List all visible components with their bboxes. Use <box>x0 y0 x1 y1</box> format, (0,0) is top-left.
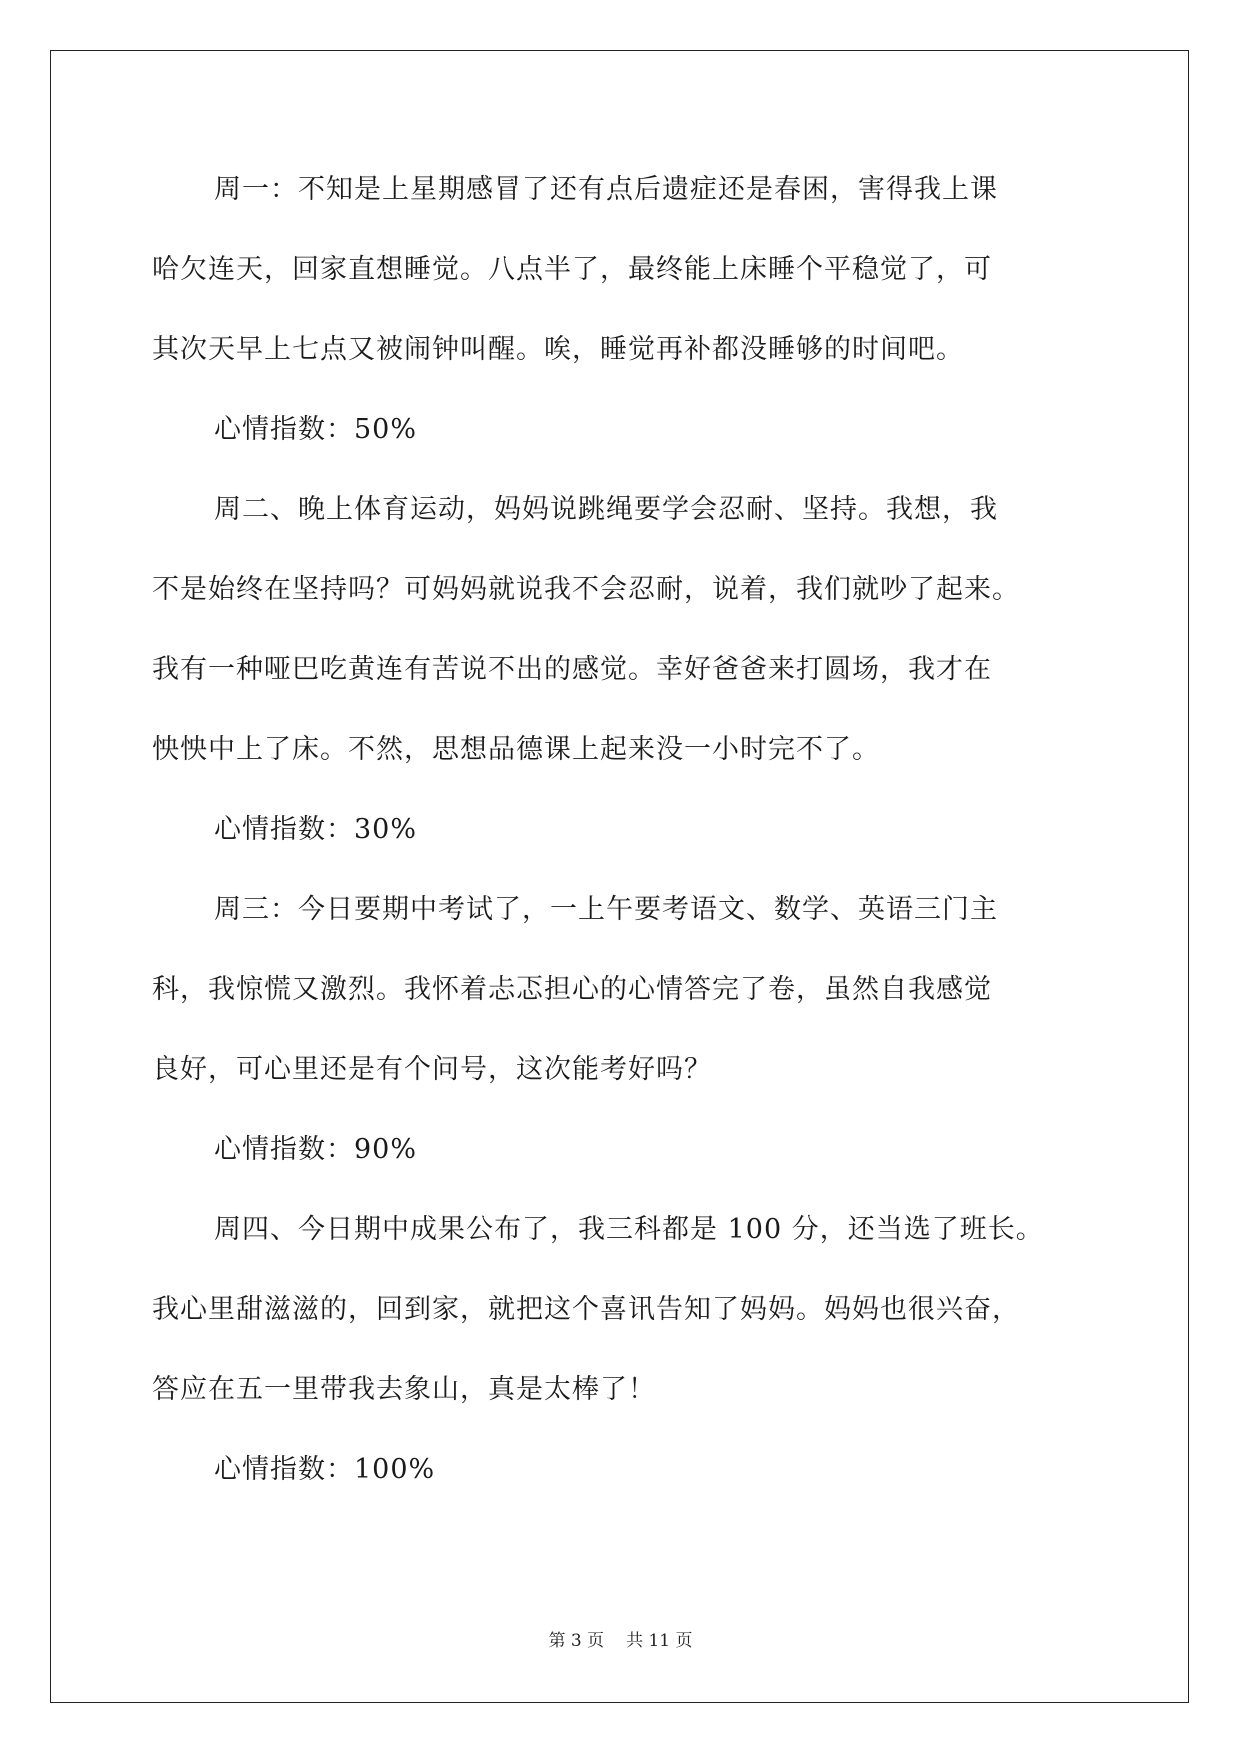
mood-index-monday <box>152 400 1092 480</box>
page-footer <box>0 1626 1241 1651</box>
paragraph-tuesday <box>152 480 1092 800</box>
mood-index-line: 心情指数：30% <box>214 814 418 845</box>
text-line: 良好，可心里还是有个问号，这次能考好吗？ <box>152 1054 712 1085</box>
text-line: 周二、晚上体育运动，妈妈说跳绳要学会忍耐、坚持。我想，我 <box>214 494 998 525</box>
text-line: 不是始终在坚持吗？可妈妈就说我不会忍耐，说着，我们就吵了起来。 <box>152 574 1020 605</box>
mood-index-tuesday <box>152 800 1092 880</box>
text-line: 答应在五一里带我去象山，真是太棒了！ <box>152 1374 656 1405</box>
text-line: 哈欠连天，回家直想睡觉。八点半了，最终能上床睡个平稳觉了，可 <box>152 254 992 285</box>
text-line: 其次天早上七点又被闹钟叫醒。唉，睡觉再补都没睡够的时间吧。 <box>152 334 964 365</box>
paragraph-wednesday <box>152 880 1092 1120</box>
paragraph-thursday <box>152 1200 1092 1440</box>
text-line: 周三：今日要期中考试了，一上午要考语文、数学、英语三门主 <box>214 894 998 925</box>
text-line: 我心里甜滋滋的，回到家，就把这个喜讯告知了妈妈。妈妈也很兴奋， <box>152 1294 1020 1325</box>
page-total: 共 11 页 <box>626 1631 693 1651</box>
mood-index-line: 心情指数：100% <box>214 1454 436 1485</box>
mood-index-line: 心情指数：50% <box>214 414 418 445</box>
text-line: 周四、今日期中成果公布了，我三科都是 100 分，还当选了班长。 <box>214 1214 1044 1245</box>
mood-index-wednesday <box>152 1120 1092 1200</box>
text-line: 怏怏中上了床。不然，思想品德课上起来没一小时完不了。 <box>152 734 880 765</box>
text-line: 科，我惊慌又激烈。我怀着忐忑担心的心情答完了卷，虽然自我感觉 <box>152 974 992 1005</box>
paragraph-monday <box>152 160 1092 400</box>
mood-index-line: 心情指数：90% <box>214 1134 418 1165</box>
mood-index-thursday <box>152 1440 1092 1520</box>
text-line: 我有一种哑巴吃黄连有苦说不出的感觉。幸好爸爸来打圆场，我才在 <box>152 654 992 685</box>
text-line: 周一：不知是上星期感冒了还有点后遗症还是春困，害得我上课 <box>214 174 998 205</box>
document-body <box>152 160 1092 1520</box>
page-number: 第 3 页 <box>548 1631 605 1651</box>
